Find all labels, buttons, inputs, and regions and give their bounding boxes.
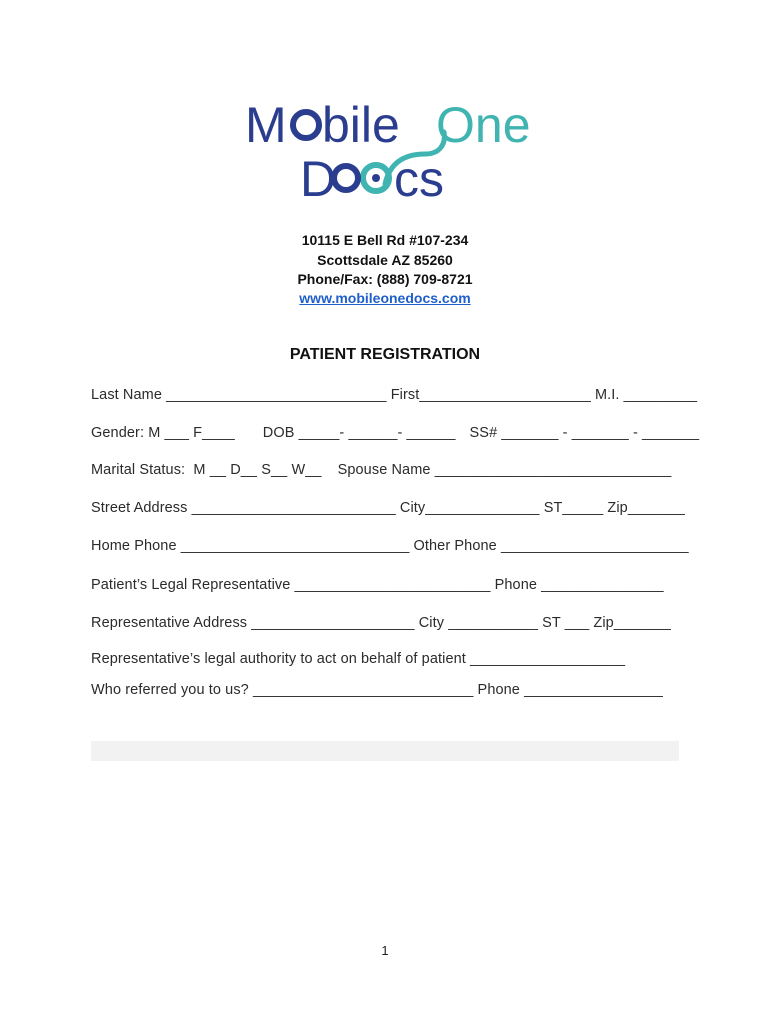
form-row-name: [91, 387, 697, 403]
website-link[interactable]: www.mobileonedocs.com: [299, 290, 471, 306]
rep-zip-field[interactable]: Zip_______: [593, 615, 671, 631]
logo-text-one: One: [436, 97, 531, 153]
other-phone-field[interactable]: Other Phone _______________________: [413, 538, 689, 554]
address-phone: Phone/Fax: (888) 709-8721: [297, 271, 473, 287]
ss-field[interactable]: SS# _______ - _______ - _______: [469, 425, 700, 441]
company-logo: [240, 92, 540, 202]
home-phone-field[interactable]: Home Phone ____________________________: [91, 538, 414, 554]
form-row-phones: [91, 538, 689, 554]
form-row-gender-dob-ss: [91, 425, 699, 441]
page-number: 1: [381, 943, 389, 958]
rep-city-field[interactable]: City ___________: [418, 615, 543, 631]
legal-authority-field[interactable]: Representative’s legal authority to act on behalf of patient ___________________: [91, 651, 626, 667]
address-city: Scottsdale AZ 85260: [317, 252, 453, 268]
form-row-street-address: [91, 500, 685, 516]
gender-field[interactable]: Gender: M ___ F____: [91, 425, 235, 441]
dob-field[interactable]: DOB _____- ______- ______: [262, 425, 456, 441]
marital-status-field[interactable]: Marital Status: M __ D__ S__ W__: [91, 462, 322, 478]
referrer-phone-field[interactable]: Phone _________________: [477, 682, 663, 698]
form-row-representative: [91, 577, 664, 593]
form-row-authority: [91, 651, 625, 667]
representative-phone-field[interactable]: Phone _______________: [494, 577, 664, 593]
state-field[interactable]: ST_____: [543, 500, 608, 516]
zip-field[interactable]: Zip_______: [607, 500, 685, 516]
logo-text-d: D: [300, 151, 337, 202]
address-street: 10115 E Bell Rd #107-234: [301, 232, 469, 248]
section-divider-bar: [91, 741, 679, 761]
form-row-rep-address: [91, 615, 671, 631]
legal-representative-field[interactable]: Patient’s Legal Representative ________________________: [91, 577, 495, 593]
form-row-referral: [91, 682, 663, 698]
logo-text-bile: bile: [322, 97, 400, 153]
representative-address-field[interactable]: Representative Address ____________________: [91, 615, 419, 631]
street-address-field[interactable]: Street Address _________________________: [91, 500, 400, 516]
first-name-field[interactable]: First_____________________: [390, 387, 595, 403]
logo-text-m: M: [245, 97, 287, 153]
city-field[interactable]: City______________: [399, 500, 544, 516]
referred-by-field[interactable]: Who referred you to us? ___________________________: [91, 682, 478, 698]
spouse-name-field[interactable]: Spouse Name _____________________________: [337, 462, 672, 478]
rep-state-field[interactable]: ST ___: [542, 615, 594, 631]
form-row-marital: [91, 462, 671, 478]
last-name-field[interactable]: Last Name ___________________________: [91, 387, 391, 403]
logo-text-cs: cs: [394, 151, 444, 202]
middle-initial-field[interactable]: M.I. _________: [594, 387, 698, 403]
form-title: PATIENT REGISTRATION: [289, 346, 481, 363]
